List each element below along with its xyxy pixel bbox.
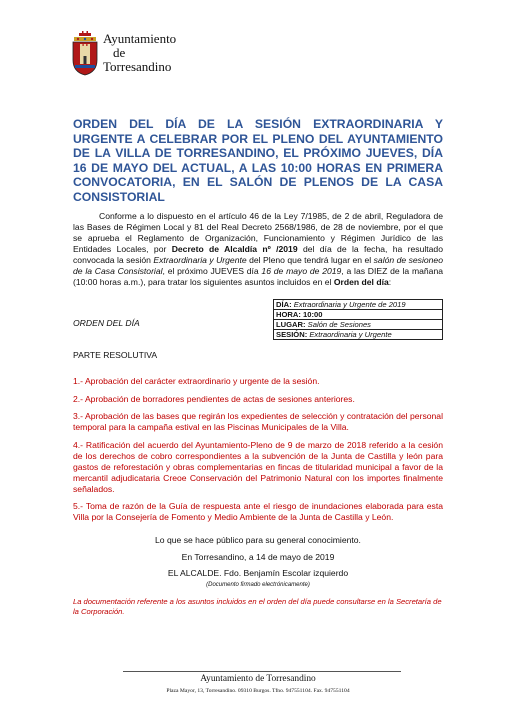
intro-text-5: , a las DIEZ de la mañana (10:00 horas a.m.), para tratar los siguientes asuntos incluidos en el [73,266,443,287]
orden-del-dia-label: ORDEN DEL DÍA [73,318,140,328]
dia-label: DÍA: [276,300,292,309]
org-line-1: Ayuntamiento [103,31,177,46]
parte-resolutiva-heading: PARTE RESOLUTIVA [73,350,158,360]
session-date: 16 de mayo de 2019 [261,266,342,276]
agenda-item: 3.- Aprobación de las bases que regirán los expedientes de selección y contratación del personal temporal para la campaña estival en las Piscinas Municipales de la Villa. [73,411,443,432]
intro-paragraph [73,211,443,288]
footer-organization: Ayuntamiento de Torresandino [200,674,316,684]
info-row-lugar [274,320,443,330]
intro-text-2: del día de la fecha, ha resultado convocada la sesión [73,244,443,265]
info-row-dia [274,300,443,310]
info-row-sesion [274,330,443,340]
intro-text-3: del Pleno que tendrá lugar en el [246,255,374,265]
document-title: ORDEN DEL DÍA DE LA SESIÓN EXTRAORDINARIA Y URGENTE A CELEBRAR POR EL PLENO DEL AYUNTAMIENTO DE LA VILLA DE TORRESANDINO, EL PRÓXIMO JUEVES, DÍA 16 DE MAYO DEL ACTUAL, A LAS 10:00 HORAS EN PRIMERA CONVOCATORIA, EN EL SALÓN DE PLENOS DE LA CASA CONSISTORIAL [73,117,443,204]
place-and-date: En Torresandino, a 14 de mayo de 2019 [181,552,335,562]
info-row-hora [274,310,443,320]
session-info-box [273,299,443,340]
intro-text-6: : [388,277,392,287]
session-type: Extraordinaria y Urgente [153,255,247,265]
org-line-2: de [113,45,126,60]
intro-text-1: Conforme a lo dispuesto en el artículo 46 de la Ley 7/1985, de 2 de abril, Reguladora de las Bases de Régimen Local y 81 del Real Decreto 2568/1986, de 28 de noviembre, por el que se aprueba el Reglamento de Organización, Funcionamiento y Régimen Jurídico de las Entidades Locales, por [73,211,443,254]
public-notice: Lo que se hace público para su general conocimiento. [155,535,361,545]
intro-text-4: , el próximo JUEVES día [162,266,262,276]
lugar-value: Salón de Sesiones [307,320,371,329]
agenda-items [73,376,443,530]
org-line-3: Torresandino [103,59,172,74]
dia-value: Extraordinaria y Urgente de 2019 [293,300,406,309]
agenda-item: 4.- Ratificación del acuerdo del Ayuntamiento-Pleno de 9 de marzo de 2018 referido a la cesión de los derechos de cobro correspondientes a la subvención de la Junta de Castilla y león para gastos de reforestación y obras complementarias en fincas de titularidad municipal a favor de la mercantil adjudicataria Creoe Conservación del Patrimonio Natural con los importes finalmente señalados. [73,439,443,494]
agenda-item: 5.- Toma de razón de la Guía de respuesta ante el riesgo de inundaciones elaborada para esta Villa por la Consejería de Fomento y Medio Ambiente de la Junta de Castilla y León. [73,501,443,522]
decree-reference: Decreto de Alcaldía nº /2019 [171,244,298,254]
mayor-signature: EL ALCALDE. Fdo. Benjamín Escolar izquierdo [167,568,349,578]
lugar-label: LUGAR: [276,320,306,329]
agenda-item: 2.- Aprobación de borradores pendientes de actas de sesiones anteriores. [73,393,355,404]
hora-label: HORA: [276,310,301,319]
footer-address: Plaza Mayor, 13, Torresandino. 09310 Burgos. Tfno. 947551104. Fax. 947551104 [166,688,350,694]
orden-del-dia-reference: Orden del día [333,277,389,287]
documentation-note: La documentación referente a los asuntos incluidos en el orden del día puede consultarse en la Secretaría de la Corporación. [73,597,442,616]
sesion-label: SESIÓN: [276,330,308,339]
sesion-value: Extraordinaria y Urgente [309,330,392,339]
electronic-signature-note: (Documento firmado electrónicamente) [206,582,310,588]
agenda-item: 1.- Aprobación del carácter extraordinario y urgente de la sesión. [73,376,320,386]
footer-divider [123,671,401,672]
hora-value: 10:00 [303,310,323,319]
organization-name [103,32,176,74]
coat-of-arms-logo [70,30,100,76]
session-place: salón de sesioneo de la Casa Consistorial [73,255,443,276]
